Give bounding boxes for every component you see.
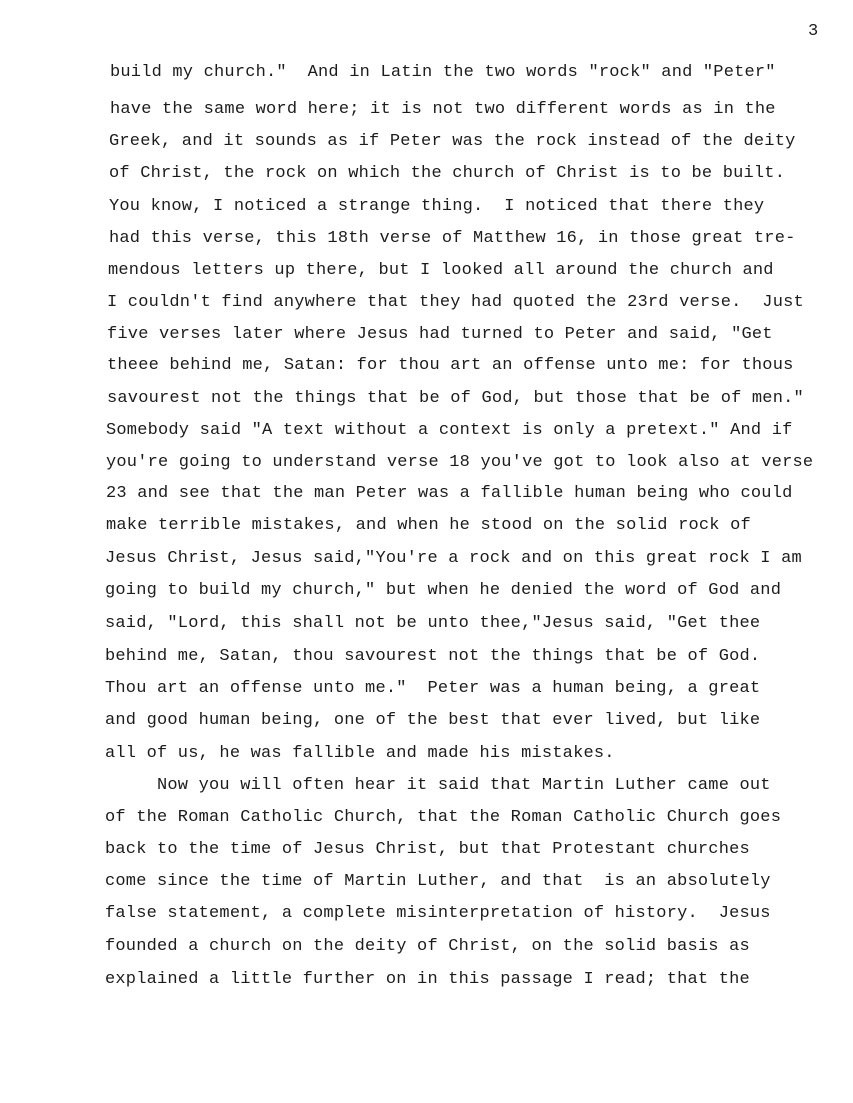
- text-line: had this verse, this 18th verse of Matthew 16, in those great tre-: [109, 229, 796, 248]
- text-line: theee behind me, Satan: for thou art an offense unto me: for thous: [107, 356, 794, 375]
- text-line: Jesus Christ, Jesus said,"You're a rock and on this great rock I am: [105, 549, 802, 568]
- text-line: said, "Lord, this shall not be unto thee,"Jesus said, "Get thee: [105, 614, 761, 633]
- page-number: 3: [808, 22, 819, 41]
- text-line: founded a church on the deity of Christ, on the solid basis as: [105, 937, 750, 956]
- text-line: going to build my church," but when he denied the word of God and: [105, 581, 782, 600]
- text-line: I couldn't find anywhere that they had quoted the 23rd verse. Just: [107, 293, 804, 312]
- text-line: false statement, a complete misinterpretation of history. Jesus: [105, 904, 771, 923]
- text-line: mendous letters up there, but I looked all around the church and: [108, 261, 774, 280]
- text-line: you're going to understand verse 18 you've got to look also at verse: [106, 453, 814, 472]
- text-line: savourest not the things that be of God, but those that be of men.": [107, 389, 804, 408]
- text-line: all of us, he was fallible and made his mistakes.: [105, 744, 615, 763]
- text-line: back to the time of Jesus Christ, but that Protestant churches: [105, 840, 750, 859]
- text-line: have the same word here; it is not two different words as in the: [110, 100, 776, 119]
- text-line: Thou art an offense unto me." Peter was a human being, a great: [105, 679, 761, 698]
- text-line: make terrible mistakes, and when he stood on the solid rock of: [106, 516, 751, 535]
- text-line: five verses later where Jesus had turned to Peter and said, "Get: [107, 325, 773, 344]
- text-line: Greek, and it sounds as if Peter was the rock instead of the deity: [109, 132, 796, 151]
- text-line: You know, I noticed a strange thing. I noticed that there they: [109, 197, 765, 216]
- text-line: come since the time of Martin Luther, and that is an absolutely: [105, 872, 771, 891]
- text-line: of Christ, the rock on which the church of Christ is to be built.: [109, 164, 786, 183]
- text-line: explained a little further on in this passage I read; that the: [105, 970, 750, 989]
- text-line: and good human being, one of the best that ever lived, but like: [105, 711, 761, 730]
- text-line: of the Roman Catholic Church, that the Roman Catholic Church goes: [105, 808, 782, 827]
- text-line: 23 and see that the man Peter was a fallible human being who could: [106, 484, 793, 503]
- text-line: Now you will often hear it said that Martin Luther came out: [157, 776, 771, 795]
- text-line: build my church." And in Latin the two words "rock" and "Peter": [110, 63, 776, 82]
- text-line: behind me, Satan, thou savourest not the things that be of God.: [105, 647, 761, 666]
- text-line: Somebody said "A text without a context is only a pretext." And if: [106, 421, 793, 440]
